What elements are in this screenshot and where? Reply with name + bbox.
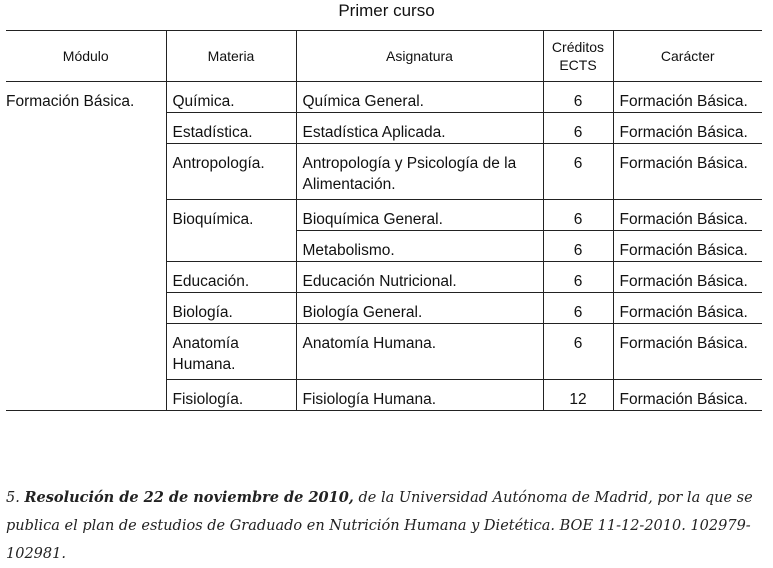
header-creditos-line1: Créditos	[551, 39, 605, 55]
header-row	[6, 31, 762, 82]
asignatura-cell: Fisiología Humana.	[296, 380, 543, 411]
header-creditos-line2: ECTS	[559, 57, 597, 73]
header-creditos	[543, 31, 613, 82]
caracter-cell: Formación Básica.	[613, 231, 762, 262]
table-row	[6, 82, 762, 113]
caracter-cell: Formación Básica.	[613, 82, 762, 113]
creditos-cell: 6	[543, 293, 613, 324]
creditos-cell: 6	[543, 113, 613, 144]
curriculum-table	[6, 30, 762, 411]
materia-cell	[166, 324, 296, 380]
caracter-cell: Formación Básica.	[613, 144, 762, 200]
footnote-number: 5.	[6, 490, 20, 506]
asignatura-cell: Estadística Aplicada.	[296, 113, 543, 144]
caracter-cell: Formación Básica.	[613, 293, 762, 324]
materia-cell: Estadística.	[166, 113, 296, 144]
creditos-cell: 6	[543, 144, 613, 200]
table-caption: Primer curso	[338, 1, 435, 20]
materia-cell: Educación.	[166, 262, 296, 293]
materia-cell-text: Anatomía Humana.	[172, 335, 239, 373]
materia-cell: Química.	[166, 82, 296, 113]
creditos-cell: 6	[543, 231, 613, 262]
materia-cell: Fisiología.	[166, 380, 296, 411]
footnote	[6, 484, 766, 568]
asignatura-cell: Biología General.	[296, 293, 543, 324]
asignatura-cell: Metabolismo.	[296, 231, 543, 262]
footnote-title: Resolución de 22 de noviembre de 2010,	[24, 489, 354, 506]
caracter-cell: Formación Básica.	[613, 324, 762, 380]
creditos-cell: 6	[543, 324, 613, 380]
caracter-cell: Formación Básica.	[613, 113, 762, 144]
materia-cell: Biología.	[166, 293, 296, 324]
modulo-cell: Formación Básica.	[6, 82, 166, 411]
asignatura-cell: Anatomía Humana.	[296, 324, 543, 380]
caracter-cell: Formación Básica.	[613, 380, 762, 411]
header-asignatura: Asignatura	[296, 31, 543, 82]
footnote-text: de la Universidad Autónoma de Madrid, por la que se publica el plan de estudios de Graduado en Nutrición Humana y Dietética. BOE 11-12-2010. 102979-102981.	[6, 490, 753, 562]
header-caracter: Carácter	[613, 31, 762, 82]
materia-cell: Antropología.	[166, 144, 296, 200]
asignatura-cell: Química General.	[296, 82, 543, 113]
asignatura-cell: Educación Nutricional.	[296, 262, 543, 293]
header-modulo: Módulo	[6, 31, 166, 82]
header-materia: Materia	[166, 31, 296, 82]
asignatura-cell: Antropología y Psicología de la Alimentación.	[296, 144, 543, 200]
caracter-cell: Formación Básica.	[613, 262, 762, 293]
creditos-cell: 6	[543, 262, 613, 293]
materia-cell: Bioquímica.	[166, 200, 296, 262]
caracter-cell: Formación Básica.	[613, 200, 762, 231]
creditos-cell: 6	[543, 82, 613, 113]
creditos-cell: 6	[543, 200, 613, 231]
asignatura-cell: Bioquímica General.	[296, 200, 543, 231]
creditos-cell: 12	[543, 380, 613, 411]
